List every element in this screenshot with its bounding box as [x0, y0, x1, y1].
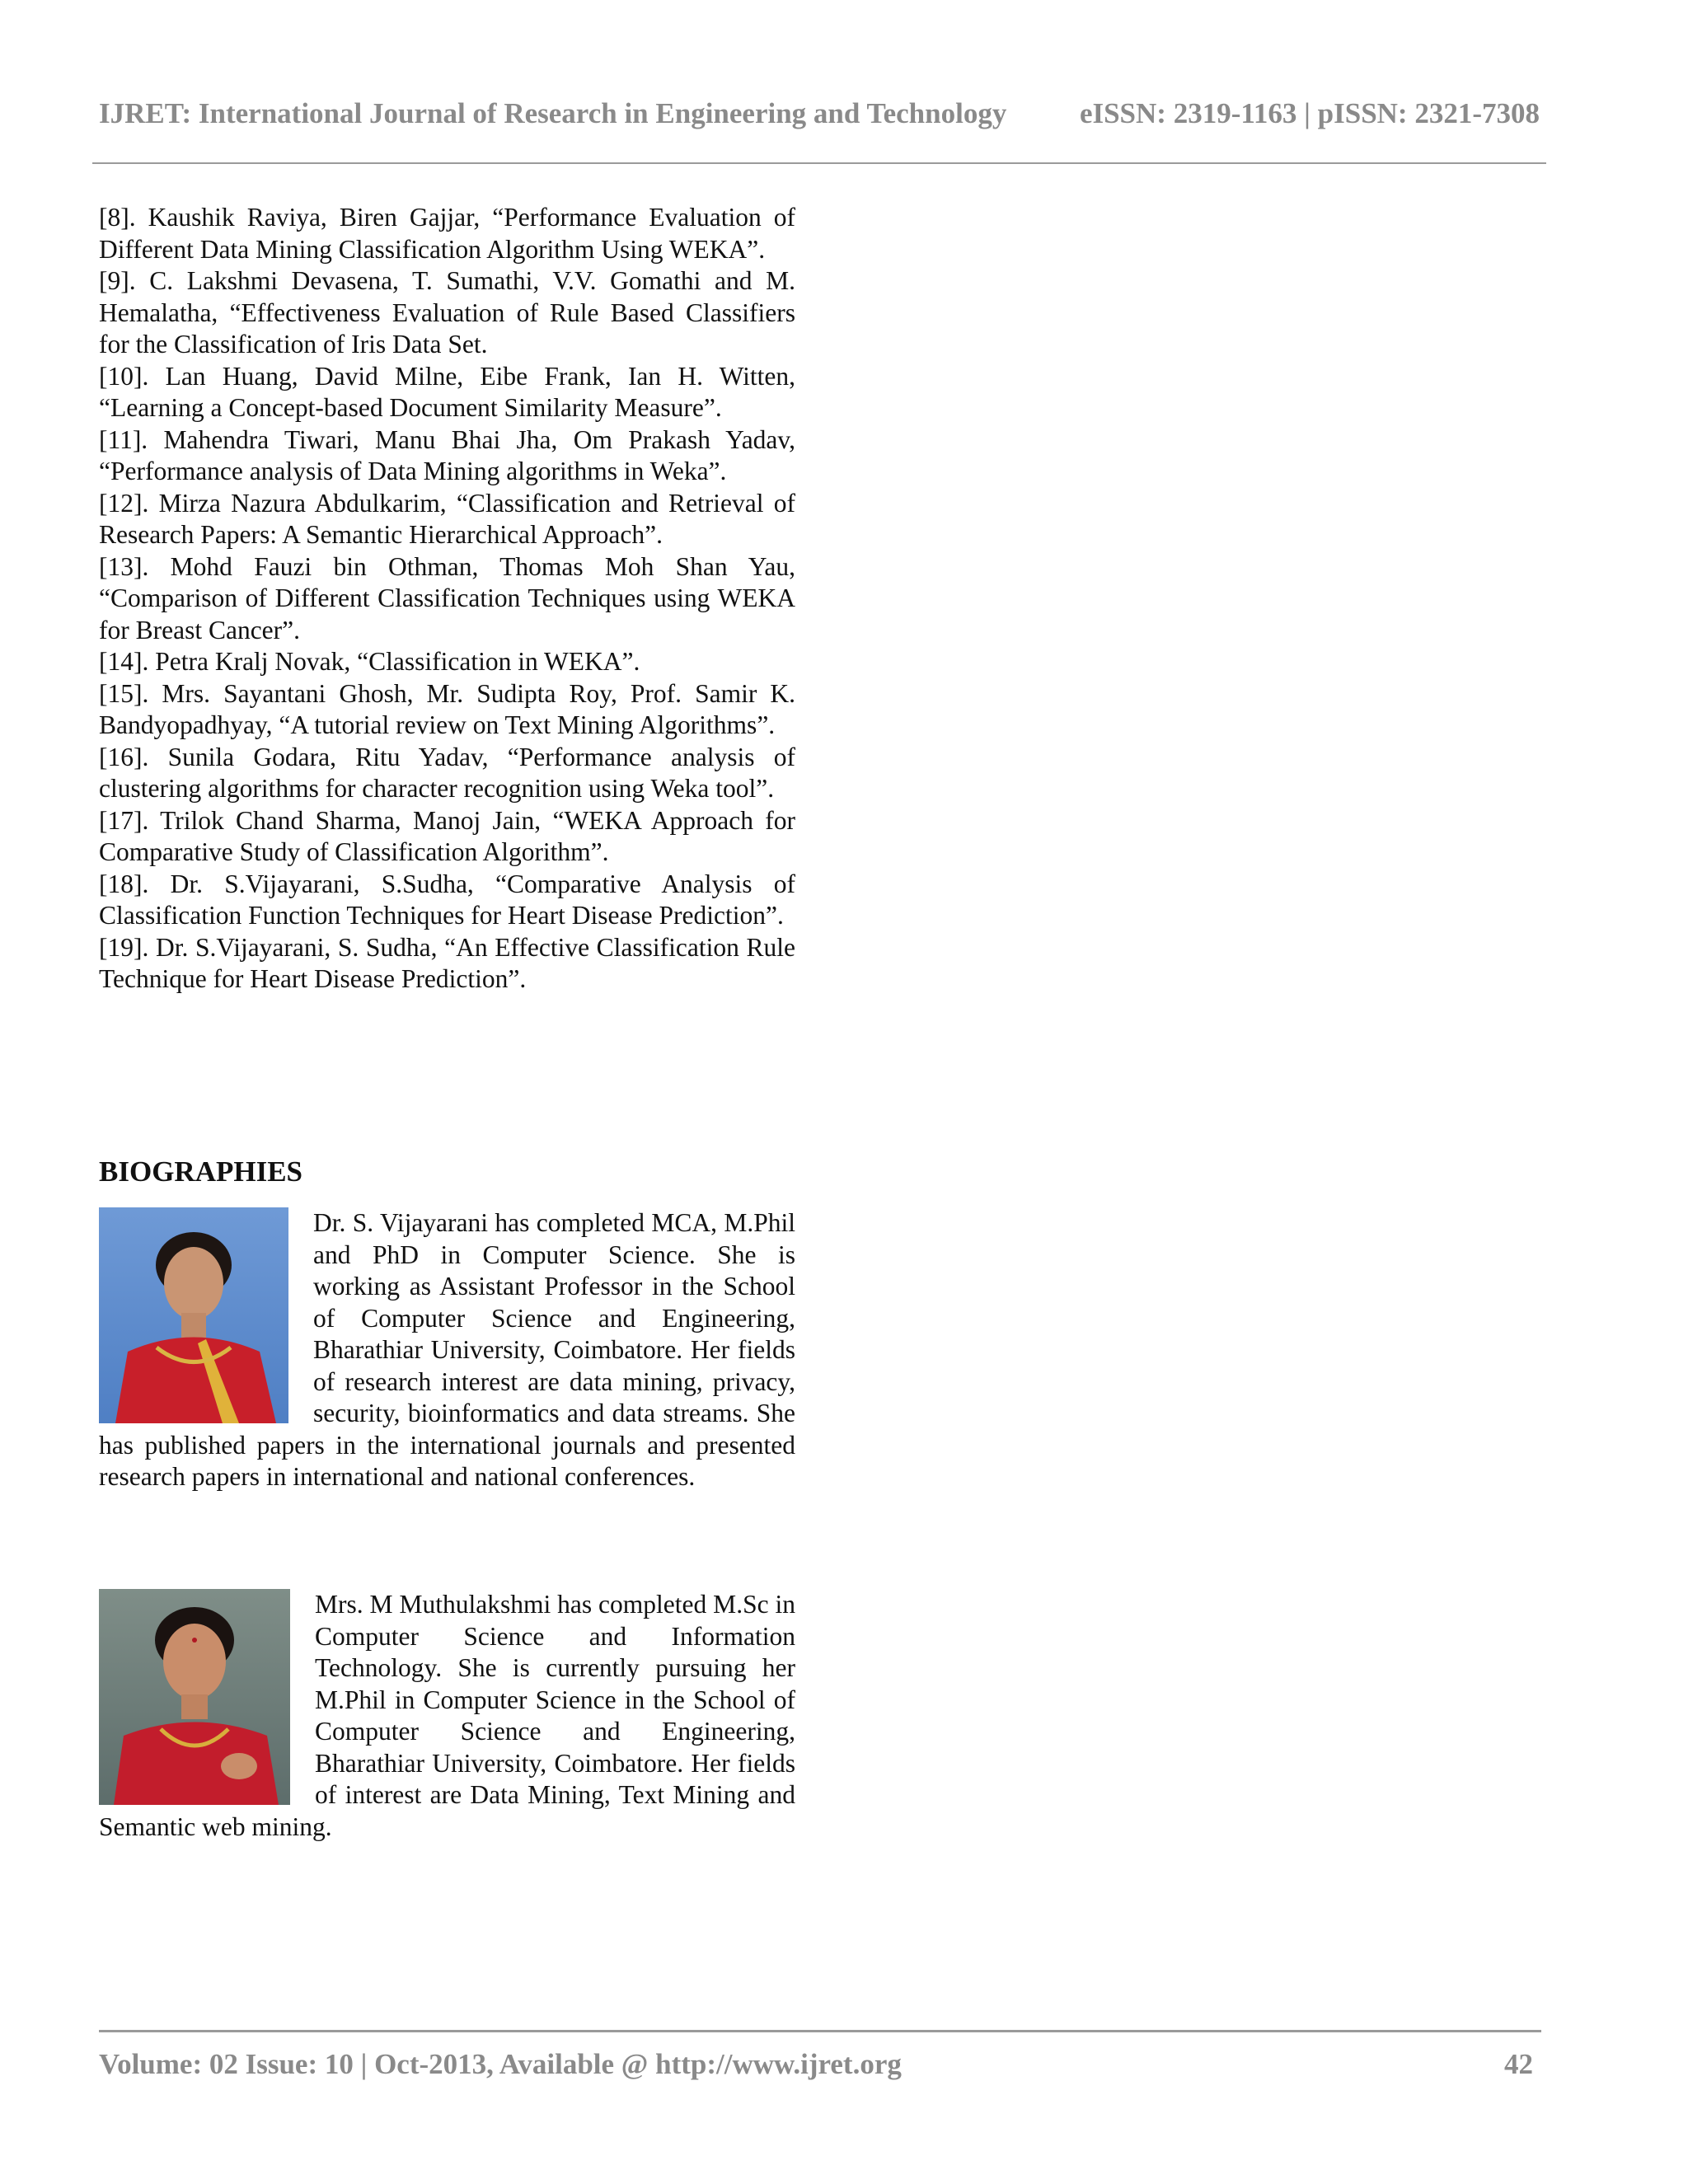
author-photo-muthulakshmi: [99, 1589, 290, 1805]
running-footer: [99, 2048, 1533, 2089]
journal-title: IJRET: International Journal of Research in Engineering and Technology: [99, 97, 1007, 129]
reference-item: [15]. Mrs. Sayantani Ghosh, Mr. Sudipta Roy, Prof. Samir K. Bandyopadhyay, “A tutorial review on Text Mining Algorithms”.: [99, 678, 795, 739]
page-number: 42: [1504, 2048, 1533, 2080]
footer-rule: [99, 2030, 1541, 2032]
reference-item: [11]. Mahendra Tiwari, Manu Bhai Jha, Om Prakash Yadav, “Performance analysis of Data Mining algorithms in Weka”.: [99, 424, 795, 485]
author-photo-vijayarani: [99, 1207, 288, 1423]
reference-item: [14]. Petra Kralj Novak, “Classification in WEKA”.: [99, 647, 640, 676]
volume-info: Volume: 02 Issue: 10 | Oct-2013, Available @ http://www.ijret.org: [99, 2048, 902, 2080]
issn: eISSN: 2319-1163 | pISSN: 2321-7308: [1079, 97, 1540, 129]
reference-item: [16]. Sunila Godara, Ritu Yadav, “Performance analysis of clustering algorithms for character recognition using Weka tool”.: [99, 742, 795, 803]
reference-item: [8]. Kaushik Raviya, Biren Gajjar, “Performance Evaluation of Different Data Mining Classification Algorithm Using WEKA”.: [99, 203, 795, 264]
biography-text: Mrs. M Muthulakshmi has completed M.Sc in Computer Science and Information Technology. She is currently pursuing her M.Phil in Computer Science in the School of Computer Science and Engineering, Bharathiar University, Coimbatore. Her fields of interest are Data Mining, Text Mining and Semantic web mining.: [99, 1590, 795, 1841]
reference-item: [18]. Dr. S.Vijayarani, S.Sudha, “Comparative Analysis of Classification Function Techniques for Heart Disease Prediction”.: [99, 869, 795, 930]
biographies-heading: BIOGRAPHIES: [99, 1155, 302, 1188]
reference-item: [12]. Mirza Nazura Abdulkarim, “Classification and Retrieval of Research Papers: A Semantic Hierarchical Approach”.: [99, 488, 795, 549]
reference-item: [13]. Mohd Fauzi bin Othman, Thomas Moh Shan Yau, “Comparison of Different Classification Techniques using WEKA for Breast Cancer”.: [99, 551, 795, 644]
running-header: [99, 97, 1540, 138]
reference-item: [17]. Trilok Chand Sharma, Manoj Jain, “WEKA Approach for Comparative Study of Classification Algorithm”.: [99, 805, 795, 866]
biography-vijayarani: [99, 1207, 795, 1493]
reference-item: [19]. Dr. S.Vijayarani, S. Sudha, “An Effective Classification Rule Technique for Heart Disease Prediction”.: [99, 932, 795, 993]
biography-muthulakshmi: [99, 1589, 795, 1843]
reference-item: [9]. C. Lakshmi Devasena, T. Sumathi, V.V. Gomathi and M. Hemalatha, “Effectiveness Evaluation of Rule Based Classifiers for the Classification of Iris Data Set.: [99, 266, 795, 359]
reference-item: [10]. Lan Huang, David Milne, Eibe Frank, Ian H. Witten, “Learning a Concept-based Document Similarity Measure”.: [99, 361, 795, 422]
biography-text: Dr. S. Vijayarani has completed MCA, M.Phil and PhD in Computer Science. She is working as Assistant Professor in the School of Computer Science and Engineering, Bharathiar University, Coimbatore. Her fields of research interest are data mining, privacy, security, bioinformatics and data streams. She has published papers in the international journals and presented research papers in international and national conferences.: [99, 1208, 795, 1491]
reference-list: [99, 202, 795, 996]
header-rule: [92, 162, 1546, 164]
